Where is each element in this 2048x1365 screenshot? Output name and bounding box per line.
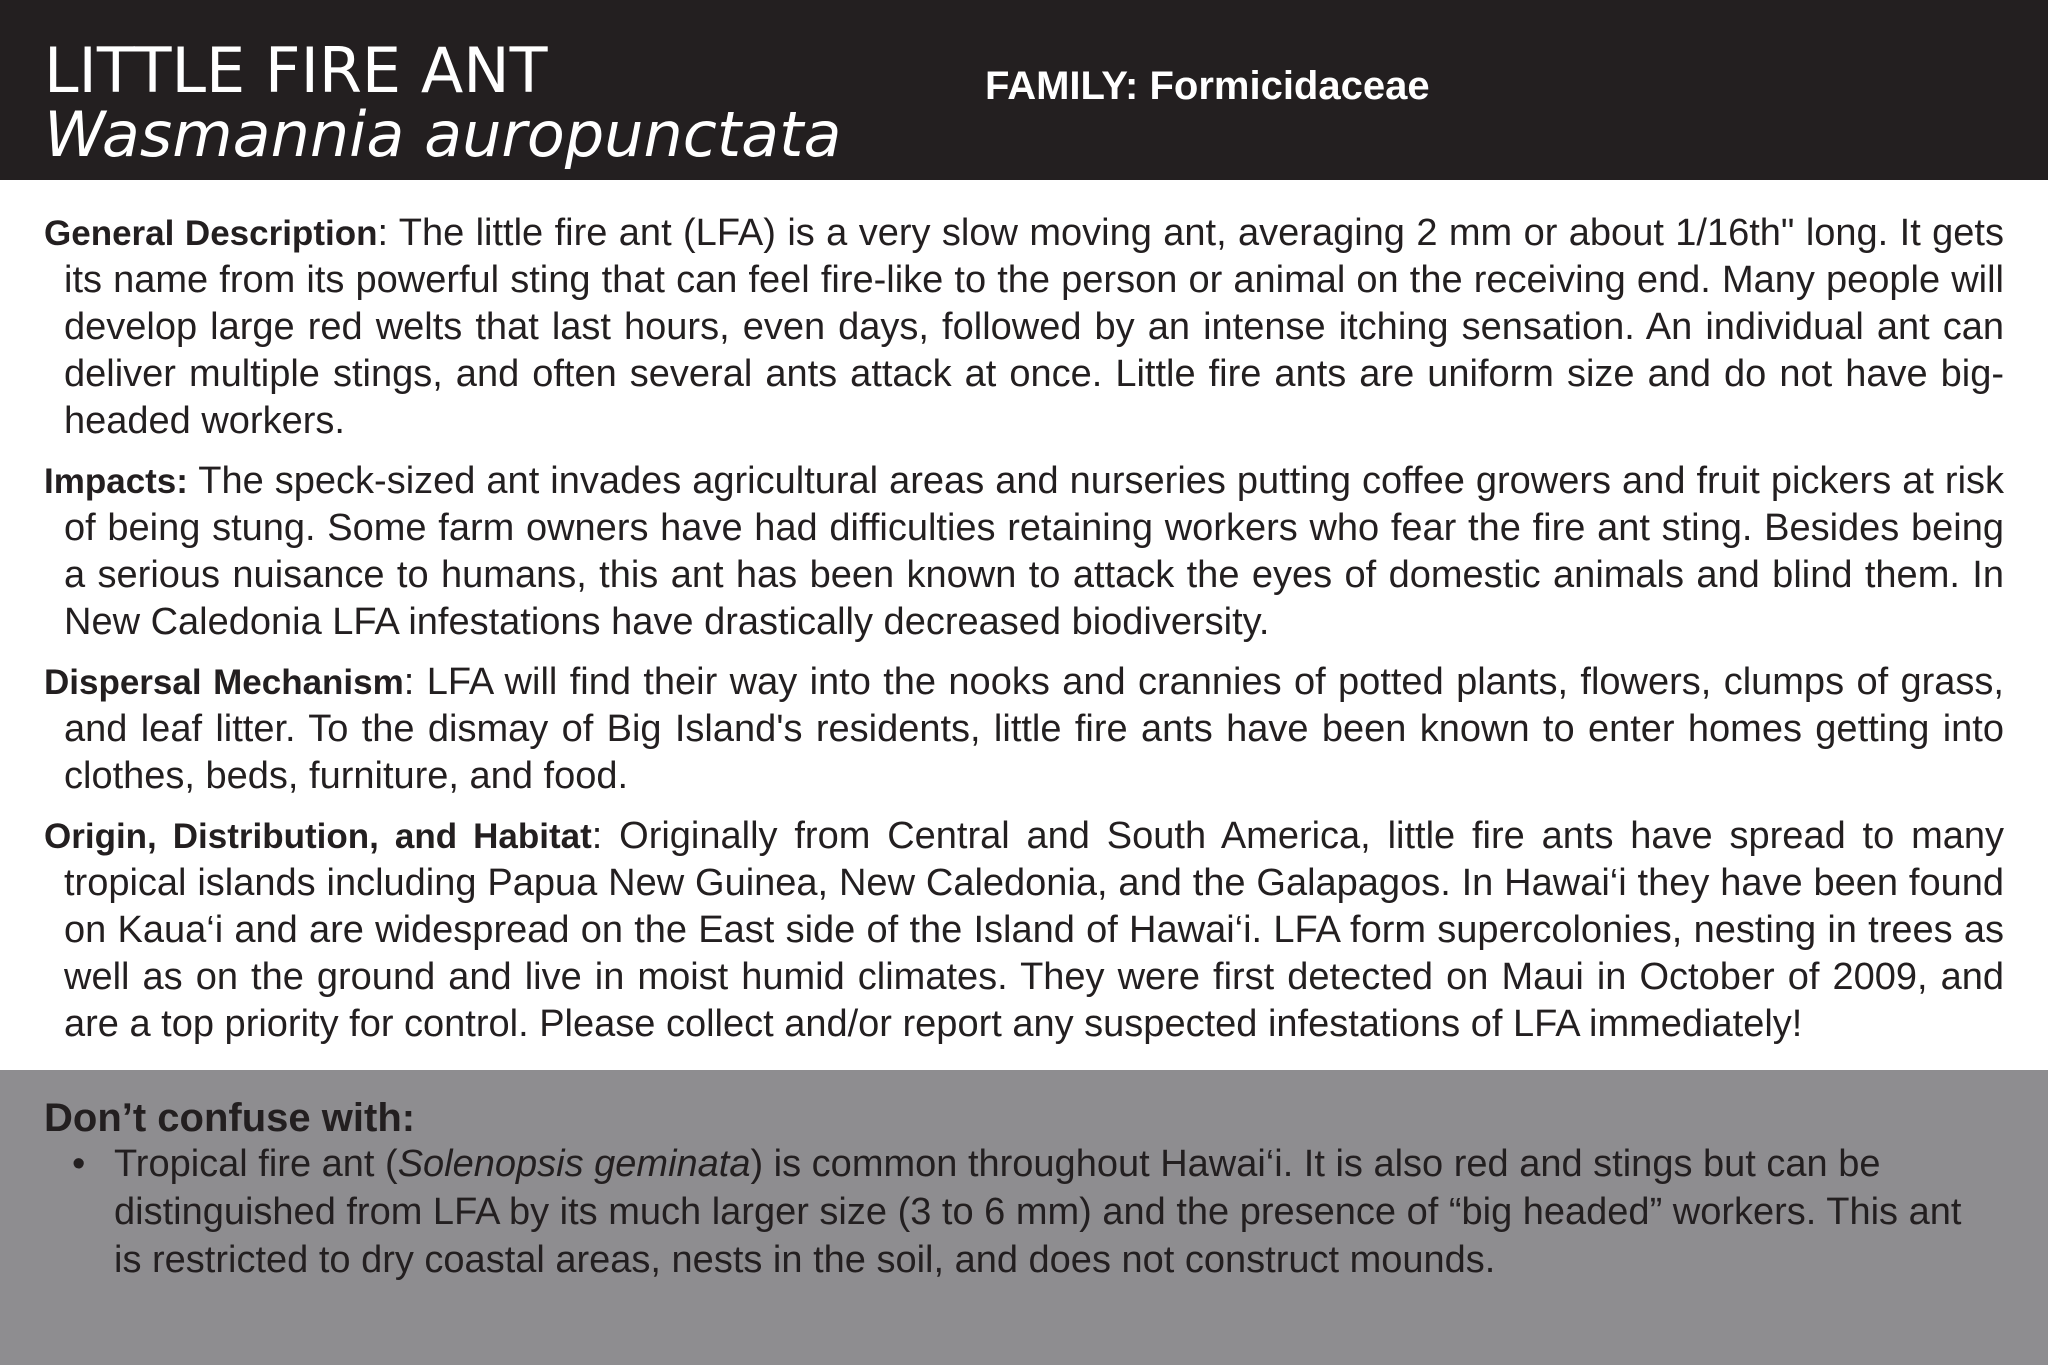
list-item: [72, 1140, 1972, 1284]
general-description-separator: :: [377, 212, 399, 254]
dispersal-mechanism-label: Dispersal Mechanism: [44, 663, 404, 702]
common-name-title: LITTLE FIRE ANT: [44, 34, 548, 107]
general-description-text: The little fire ant (LFA) is a very slow moving ant, averaging 2 mm or about 1/16th" long. It gets its name from its powerful sting that can feel fire-like to the person or animal on the receiving end. Many people will develop large red welts that last hours, even days, followed by an intense itching sensation. An individual ant can deliver multiple stings, and often several ants attack at once. Little fire ants are uniform size and do not have big-headed workers.: [64, 212, 2004, 442]
list-item-text: ) is common throughout Hawai‘i. It is also red and stings but can be distinguished from LFA by its much larger size (3 to 6 mm) and the presence of “big headed” workers. This ant is restricted to dry coastal areas, nests in the soil, and does not construct mounds.: [114, 1143, 1962, 1281]
scientific-name-title: Wasmannia auropunctata: [44, 98, 842, 171]
dispersal-mechanism-paragraph: [44, 659, 2004, 800]
general-description-paragraph: [44, 210, 2004, 445]
origin-distribution-habitat-separator: :: [591, 815, 620, 857]
list-item-prefix: Tropical fire ant (: [114, 1143, 398, 1185]
origin-distribution-habitat-label: Origin, Distribution, and Habitat: [44, 817, 592, 856]
description-body: [44, 210, 2004, 1061]
dispersal-mechanism-text: LFA will find their way into the nooks and crannies of potted plants, flowers, clumps of grass, and leaf litter. To the dismay of Big Island's residents, little fire ants have been known to enter homes getting into clothes, beds, furniture, and food.: [64, 661, 2004, 797]
dont-confuse-heading: Don’t confuse with:: [44, 1096, 416, 1140]
impacts-separator: [188, 460, 198, 502]
species-name: Solenopsis geminata: [397, 1143, 751, 1185]
dispersal-mechanism-separator: :: [403, 661, 427, 703]
dont-confuse-list: [72, 1140, 1972, 1284]
impacts-text: The speck-sized ant invades agricultural areas and nurseries putting coffee growers and fruit pickers at risk of being stung. Some farm owners have had difficulties retaining workers who fear the fire ant sting. Besides being a serious nuisance to humans, this ant has been known to attack the eyes of domestic animals and blind them. In New Caledonia LFA infestations have drastically decreased biodiversity.: [64, 460, 2005, 643]
origin-distribution-habitat-paragraph: [44, 813, 2004, 1048]
impacts-paragraph: [44, 458, 2004, 646]
bullet-icon: •: [72, 1143, 86, 1185]
general-description-label: General Description: [44, 214, 378, 253]
impacts-label: Impacts:: [44, 462, 188, 501]
family-label: FAMILY: Formicidaceae: [985, 64, 1430, 108]
origin-distribution-habitat-text: Originally from Central and South America, little fire ants have spread to many tropical islands including Papua New Guinea, New Caledonia, and the Galapagos. In Hawai‘i they have been found on Kaua‘i and are widespread on the East side of the Island of Hawai‘i. LFA form supercolonies, nesting in trees as well as on the ground and live in moist humid climates. They were first detected on Maui in October of 2009, and are a top priority for control. Please collect and/or report any suspected infestations of LFA immediately!: [64, 815, 2005, 1045]
